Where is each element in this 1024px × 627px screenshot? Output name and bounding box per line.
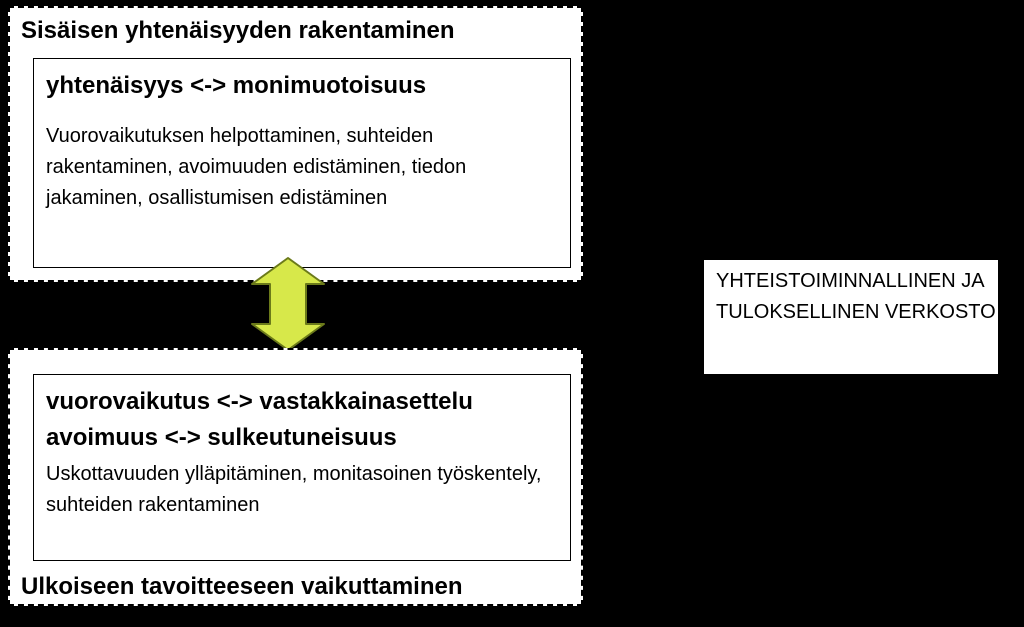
result-text: YHTEISTOIMINNALLINEN JA TULOKSELLINEN VERKOSTO: [716, 270, 996, 323]
arrow-shape: [252, 258, 324, 350]
external-influence-heading-1: vuorovaikutus <-> vastakkainasettelu: [46, 388, 473, 415]
external-influence-body: Uskottavuuden ylläpitäminen, monitasoinen työskentely, suhteiden rakentaminen: [46, 463, 542, 516]
internal-cohesion-box: [33, 58, 571, 268]
external-influence-box: [33, 374, 571, 561]
internal-cohesion-panel: [8, 6, 583, 282]
external-influence-heading-2: avoimuus <-> sulkeutuneisuus: [46, 424, 397, 451]
double-headed-vertical-arrow-icon: [248, 256, 328, 352]
result-box: [703, 259, 999, 375]
internal-cohesion-heading: yhtenäisyys <-> monimuotoisuus: [46, 72, 427, 99]
internal-cohesion-body: Vuorovaikutuksen helpottaminen, suhteiden rakentaminen, avoimuuden edistäminen, tiedon jakaminen, osallistumisen edistäminen: [46, 125, 467, 209]
external-influence-title: Ulkoiseen tavoitteeseen vaikuttaminen: [21, 573, 463, 600]
external-influence-panel: [8, 348, 583, 606]
internal-cohesion-title: Sisäisen yhtenäisyyden rakentaminen: [21, 17, 455, 44]
